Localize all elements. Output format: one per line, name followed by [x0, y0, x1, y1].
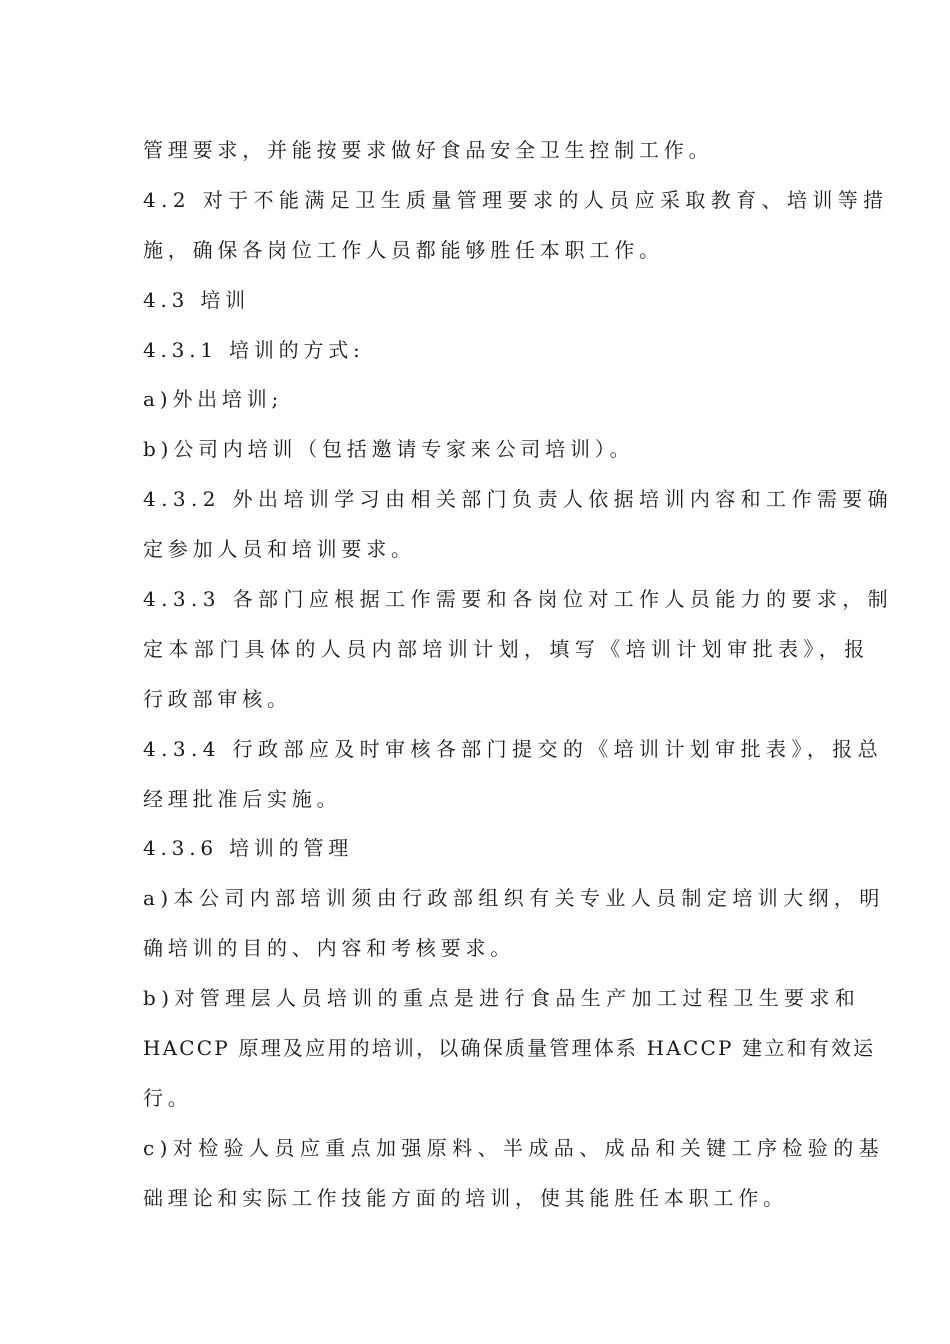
list-item: b)对管理层人员培训的重点是进行食品生产加工过程卫生要求和 — [143, 986, 861, 1011]
section-heading: 4.3 培训 — [143, 287, 250, 312]
text-line: 行政部审核。 — [143, 686, 292, 711]
text-line: 定参加人员和培训要求。 — [143, 537, 416, 562]
text-line: 确培训的目的、内容和考核要求。 — [143, 936, 515, 961]
list-item: a)本公司内部培训须由行政部组织有关专业人员制定培训大纲，明 — [143, 886, 885, 911]
list-item: c)对检验人员应重点加强原料、半成品、成品和关键工序检验的基 — [143, 1135, 885, 1160]
text-line: 定本部门具体的人员内部培训计划，填写《培训计划审批表》，报 — [143, 636, 870, 661]
text-line: 4.3.2 外出培训学习由相关部门负责人依据培训内容和工作需要确 — [143, 487, 894, 512]
text-line: 经理批准后实施。 — [143, 786, 342, 811]
document-body — [143, 132, 894, 1230]
text-line: 行。 — [143, 1085, 193, 1110]
text-line: 4.3.4 行政部应及时审核各部门提交的《培训计划审批表》，报总 — [143, 736, 884, 761]
text-line: 础理论和实际工作技能方面的培训，使其能胜任本职工作。 — [143, 1185, 788, 1210]
subsection-heading: 4.3.1 培训的方式: — [143, 337, 365, 362]
text-line: 施，确保各岗位工作人员都能够胜任本职工作。 — [143, 237, 664, 262]
text-line: 4.2 对于不能满足卫生质量管理要求的人员应采取教育、培训等措 — [143, 187, 889, 212]
list-item: a)外出培训; — [143, 387, 284, 412]
text-line: HACCP 原理及应用的培训，以确保质量管理体系 HACCP 建立和有效运 — [143, 1036, 876, 1061]
text-line: 4.3.3 各部门应根据工作需要和各岗位对工作人员能力的要求，制 — [143, 587, 894, 612]
text-line: 管理要求，并能按要求做好食品安全卫生控制工作。 — [143, 138, 714, 162]
list-item: b)公司内培训（包括邀请专家来公司培训）。 — [143, 437, 635, 462]
subsection-heading: 4.3.6 培训的管理 — [143, 836, 354, 861]
